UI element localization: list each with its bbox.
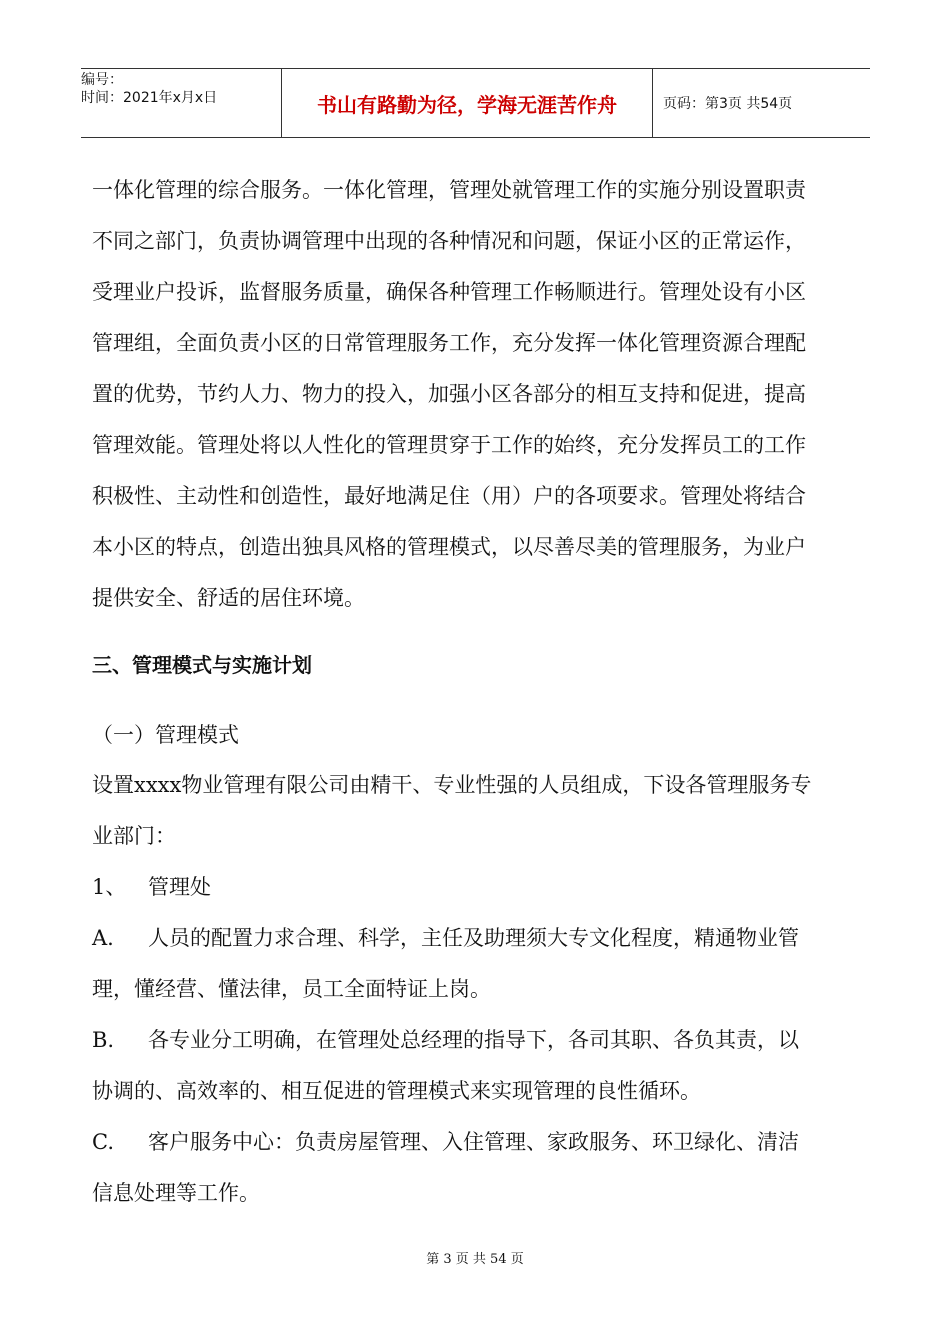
list-text: 人员的配置力求合理、科学，主任及助理须大专文化程度，精通物业管	[148, 926, 799, 950]
list-text: 各专业分工明确，在管理处总经理的指导下，各司其职、各负其责，以	[148, 1028, 799, 1052]
list-item	[92, 1015, 862, 1066]
text-line: 业部门：	[92, 824, 176, 848]
list-text: 管理处	[148, 875, 211, 899]
list-item	[92, 862, 862, 913]
text-line: 置的优势，节约人力、物力的投入，加强小区各部分的相互支持和促进，提高	[92, 382, 806, 406]
header-meta	[81, 69, 282, 137]
document-date: 时间：2021年x月x日	[81, 90, 218, 106]
section-heading: 三、管理模式与实施计划	[92, 653, 312, 677]
list-marker: C.	[92, 1130, 114, 1154]
list-marker: A.	[92, 926, 114, 950]
text-line: 设置xxxx物业管理有限公司由精干、专业性强的人员组成，下设各管理服务专	[92, 773, 812, 797]
page-footer: 第 3 页 共 54 页	[426, 1252, 524, 1267]
list-marker: B.	[92, 1028, 115, 1052]
text-line: 理，懂经营、懂法律，员工全面特证上岗。	[92, 977, 491, 1001]
list-marker: 1、	[92, 875, 127, 899]
intro-paragraph	[92, 165, 862, 624]
text-line: 不同之部门，负责协调管理中出现的各种情况和问题，保证小区的正常运作，	[92, 229, 806, 253]
text-line: 管理组，全面负责小区的日常管理服务工作，充分发挥一体化管理资源合理配	[92, 331, 806, 355]
text-line: 本小区的特点，创造出独具风格的管理模式，以尽善尽美的管理服务，为业户	[92, 535, 806, 559]
text-line: 受理业户投诉，监督服务质量，确保各种管理工作畅顺进行。管理处设有小区	[92, 280, 806, 304]
header-page-info: 页码：第3页 共54页	[663, 96, 793, 112]
text-line: 提供安全、舒适的居住环境。	[92, 586, 365, 610]
content-block	[92, 760, 862, 1219]
list-item	[92, 1117, 862, 1168]
subsection-heading: （一）管理模式	[92, 723, 239, 747]
text-line: 信息处理等工作。	[92, 1181, 260, 1205]
text-line: 积极性、主动性和创造性，最好地满足住（用）户的各项要求。管理处将结合	[92, 484, 806, 508]
header-motto: 书山有路勤为径，学海无涯苦作舟	[282, 69, 653, 137]
document-number-label: 编号：	[81, 72, 123, 88]
text-line: 一体化管理的综合服务。一体化管理，管理处就管理工作的实施分别设置职责	[92, 178, 806, 202]
page-header	[81, 68, 870, 138]
list-item	[92, 913, 862, 964]
text-line: 管理效能。管理处将以人性化的管理贯穿于工作的始终，充分发挥员工的工作	[92, 433, 806, 457]
list-text: 客户服务中心：负责房屋管理、入住管理、家政服务、环卫绿化、清洁	[148, 1130, 799, 1154]
text-line: 协调的、高效率的、相互促进的管理模式来实现管理的良性循环。	[92, 1079, 701, 1103]
